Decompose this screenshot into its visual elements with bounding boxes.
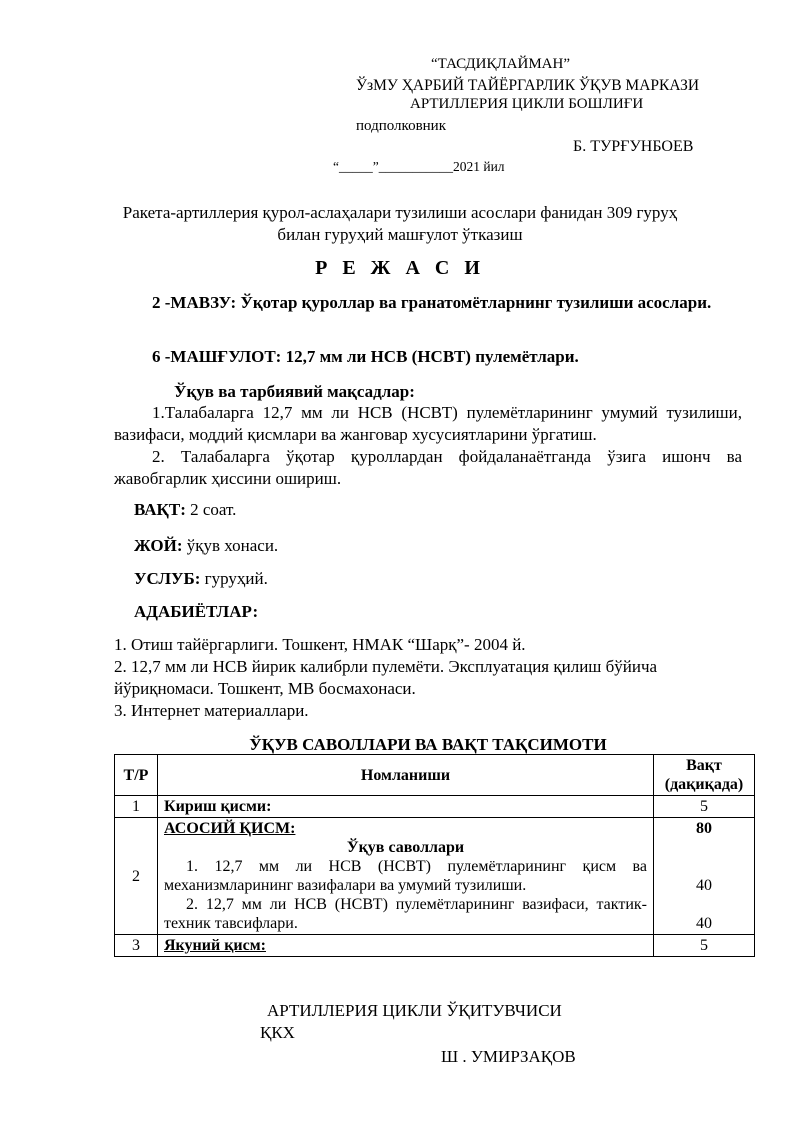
- row-1-time: 5: [654, 796, 755, 818]
- approval-org-line1: ЎзМУ ҲАРБИЙ ТАЙЁРГАРЛИК ЎҚУВ МАРКАЗИ: [356, 77, 700, 94]
- intro-text: Ракета-артиллерия қурол-аслаҳалари тузилиши асослари фанидан 309 гуруҳ билан гуруҳий машғулот ўтказиш: [122, 203, 678, 244]
- method-label: УСЛУБ:: [134, 569, 201, 588]
- row-2-subheading: Ўқув саволлари: [346, 839, 465, 856]
- table-row: [115, 796, 755, 818]
- row-2-time: 80: [696, 820, 712, 837]
- signature-position: АРТИЛЛЕРИЯ ЦИКЛИ ЎҚИТУВЧИСИ: [267, 1001, 562, 1020]
- literature-heading: АДАБИЁТЛАР:: [134, 602, 259, 621]
- table-row: [115, 935, 755, 957]
- row-1-name: Кириш қисми:: [158, 796, 654, 818]
- row-3-name: Якуний қисм:: [158, 935, 654, 957]
- approval-heading: “ТАСДИҚЛАЙМАН”: [431, 56, 570, 72]
- row-2-question-2: 2. 12,7 мм ли НСВ (НСВТ) пулемётларининг вазифаси, тактик-техник тавсифлари.: [164, 896, 647, 932]
- signature-name: Ш . УМИРЗАҚОВ: [441, 1047, 576, 1066]
- approval-date: “_____”___________2021 йил: [333, 159, 505, 174]
- schedule-title: ЎҚУВ САВОЛЛАРИ ВА ВАҚТ ТАҚСИМОТИ: [249, 735, 607, 754]
- header-name: Номланиши: [158, 755, 654, 796]
- table-row: [115, 818, 755, 935]
- row-2-question-1: 1. 12,7 мм ли НСВ (НСВТ) пулемётларининг қисм ва механизмларининг вазифалари ва умумий тузилиши.: [164, 858, 647, 894]
- topic-text: 2 -МАВЗУ: Ўқотар қуроллар ва гранатомётларнинг тузилиши асослари.: [152, 293, 712, 312]
- header-num: Т/Р: [115, 755, 158, 796]
- place-value: ўқув хонаси.: [182, 536, 279, 555]
- row-2-question-2-time: 40: [696, 915, 712, 932]
- literature-item-1: 1. Отиш тайёргарлиги. Тошкент, НМАК “Шарқ”- 2004 й.: [114, 635, 526, 654]
- literature-item-3: 3. Интернет материаллари.: [114, 701, 309, 720]
- method-value: гуруҳий.: [200, 569, 268, 588]
- lesson-text: 6 -МАШҒУЛОТ: 12,7 мм ли НСВ (НСВТ) пулемётлари.: [152, 347, 579, 366]
- approval-rank: подполковник: [356, 118, 446, 134]
- row-3-num: 3: [115, 935, 158, 957]
- signature-rank: ҚКХ: [260, 1023, 295, 1042]
- row-1-num: 1: [115, 796, 158, 818]
- row-2-content: [158, 818, 654, 935]
- goal-item-2: 2. Талабаларга ўқотар қуроллардан фойдаланаётганда ўзига ишонч ва жавобгарлик ҳиссини ошириш.: [114, 447, 742, 488]
- table-header-row: [115, 755, 755, 796]
- time-value: 2 соат.: [185, 500, 237, 519]
- literature-item-2: 2. 12,7 мм ли НСВ йирик калибрли пулемёти. Эксплуатация қилиш бўйича йўриқномаси. Тошкент, МВ босмахонаси.: [114, 657, 658, 698]
- row-3-time: 5: [654, 935, 755, 957]
- place-label: ЖОЙ:: [134, 536, 183, 555]
- approval-name: Б. ТУРҒУНБОЕВ: [573, 138, 694, 155]
- row-2-num: 2: [115, 818, 158, 935]
- row-2-name: АСОСИЙ ҚИСМ:: [164, 820, 296, 837]
- place-line: [134, 536, 278, 556]
- goals-heading: Ўқув ва тарбиявий мақсадлар:: [174, 382, 415, 401]
- row-2-question-1-time: 40: [696, 877, 712, 894]
- goal-item-1: 1.Талабаларга 12,7 мм ли НСВ (НСВТ) пулемётларининг умумий тузилиши, вазифаси, моддий қисмлари ва жанговар хусусиятларини ўргатиш.: [114, 403, 742, 444]
- method-line: [134, 569, 268, 589]
- approval-org-line2: АРТИЛЛЕРИЯ ЦИКЛИ БОШЛИҒИ: [410, 96, 644, 112]
- page-title: Р Е Ж А С И: [315, 257, 485, 279]
- header-time: Вақт (дақиқада): [654, 755, 755, 796]
- time-label: ВАҚТ:: [134, 500, 186, 519]
- time-line: [134, 500, 236, 520]
- row-2-time-cell: [654, 818, 755, 935]
- schedule-table: [114, 754, 755, 957]
